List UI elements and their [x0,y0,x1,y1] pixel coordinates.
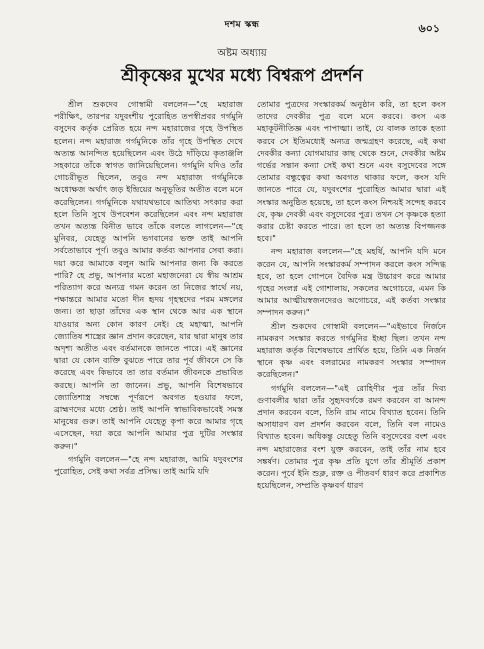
running-head: দশম স্কন্ধ [224,20,260,30]
paragraph: শ্রীল শুকদেব গোস্বামী বললেন—"এইভাবে নির্জনে নামকরণ সংস্কার করতে গর্গমুনির ইচ্ছা ছিল। তখন নন্দ মহারাজ কর্তৃক বিশেষভাবে প্রার্থিত হয়ে, তিনি এক নির্জন স্থানে কৃষ্ণ এবং বলরামের নামকরণ সংস্কার সম্পাদন করেছিলেন।" [257,320,446,380]
chapter-label: অষ্টম অধ্যায় [217,48,267,59]
right-column [257,98,446,639]
paragraph: গর্গমুনি বললেন—"হে নন্দ মহারাজ, আমি যদুবংশের পুরোহিত, সেই কথা সর্বত্র প্রসিদ্ধ। তাই আমি যদি [54,453,243,477]
paragraph: তোমার পুত্রদের সংস্কারকর্ম অনুষ্ঠান করি, তা হলে কংস তাদের দেবকীর পুত্র বলে মনে করবে। কংস এক মহাকূটনীতিজ্ঞ এবং পাপাত্মা। তাই, যে বালক তাকে হত্যা করবে সে ইতিমধ্যেই অন্যত্র জন্মগ্রহণ করেছে, এই কথা দেবকীর কন্যা যোগমায়ার কাছ থেকে শুনে, দেবকীর অষ্টম গর্ভের সন্তান কন্যা সেই কথা শুনে এবং বসুদেবের সঙ্গে তোমার বন্ধুত্বের কথা অবগত থাকার ফলে, কংস যদি জানতে পারে যে, যদুবংশের পুরোহিত আমার দ্বারা এই সংস্কার অনুষ্ঠিত হয়েছে, তা হলে কংস নিশ্চয়ই সন্দেহ করবে যে, কৃষ্ণ দেবকী এবং বসুদেবের পুত্র। তখন সে কৃষ্ণকে হত্যা করার চেষ্টা করতে পারে। তা হলে তা অত্যন্ত বিপজ্জনক হবে।" [257,99,446,244]
left-column [54,98,243,639]
paragraph: নন্দ মহারাজ বললেন—"হে মহর্ষি, আপনি যদি মনে করেন যে, আপনি সংস্কারকর্ম সম্পাদন করলে কংস সন্দিগ্ধ হবে, তা হলে গোপনে বৈদিক মন্ত্র উচ্চারণ করে আমার গৃহের সংলগ্ন এই গোশালায়, সকলের অগোচরে, এমন কি আমার আত্মীয়স্বজনদেরও অগোচরে, এই কর্তব্য সংস্কার সম্পাদন করুন।" [257,246,446,318]
text-columns [54,98,446,639]
paragraph: গর্গমুনি বললেন—"এই রোহিণীর পুত্র তাঁর দিব্য গুণাবলীর দ্বারা তাঁর সুহৃদবর্গকে রমণ করবেন বা আনন্দ প্রদান করবেন বলে, তিনি রাম নামে বিখ্যাত হবেন। তিনি অসাধারণ বল প্রদর্শন করবেন বলে, তিনি বল নামেও বিখ্যাত হবেন। অধিকন্তু যেহেতু তিনি বসুদেবের বংশ এবং নন্দ মহারাজের বংশ যুক্ত করবেন, তাই তাঁর নাম হবে সঙ্কর্ষণ। তোমার পুত্র কৃষ্ণ প্রতি যুগে তাঁর শ্রীমূর্তি প্রকাশ করেন। পূর্বে ইনি শুক্ল, রক্ত ও পীতবর্ণ ধারণ করে প্রকাশিত হয়েছিলেন, সম্প্রতি কৃষ্ণবর্ণ ধারণ [257,382,446,491]
page-number: ৬০১ [418,22,440,35]
paragraph: শ্রীল শুকদেব গোস্বামী বললেন—"হে মহারাজ পরীক্ষিৎ, তারপর যদুবংশীয় পুরোহিত তপস্বীপ্রবর গর্গমুনি বসুদেব কর্তৃক প্রেরিত হয়ে নন্দ মহারাজের গৃহে উপস্থিত হলেন। নন্দ মহারাজ গর্গমুনিকে তাঁর গৃহে উপস্থিত দেখে অত্যন্ত আনন্দিত হয়েছিলেন এবং উঠে দাঁড়িয়ে কৃতাঞ্জলি সহকারে তাঁকে স্বাগত জানিয়েছিলেন। গর্গমুনি যদিও তাঁর গোচরীভূত ছিলেন, তবুও নন্দ মহারাজ গর্গমুনিকে অধোক্ষজ অর্থাৎ জড় ইন্দ্রিয়ের অনুভূতির অতীত বলে মনে করেছিলেন। গর্গমুনিকে যথাযথভাবে আতিথ্য সৎকার করা হলে তিনি সুখে উপবেশন করেছিলেন এবং নন্দ মহারাজ তখন অত্যন্ত বিনীত ভাবে তাঁকে বলতে লাগলেন—"হে মুনিবর, যেহেতু আপনি ভগবানের ভক্ত তাই আপনি সর্বতোভাবে পূর্ণ। তবুও আমার কর্তব্য আপনার সেবা করা। দয়া করে আমাকে বলুন আমি আপনার জন্য কি করতে পারি? হে প্রভু, আপনার মতো মহাজনেরা যে স্বীয় আশ্রম পরিত্যাগ করে অন্যত্র গমন করেন তা নিজের স্বার্থে নয়, পক্ষান্তরে আমার মতো দীন হৃদয় গৃহস্থদের পরম মঙ্গলের জন্য। তা ছাড়া তাঁদের এক স্থান থেকে আর এক স্থানে যাওয়ার অন্য কোন কারণ নেই। হে মহাত্মা, আপনি জ্যোতিষ শাস্ত্রের জ্ঞান প্রদান করেছেন, যার দ্বারা মানুষ তার অদৃশ্য অতীত এবং বর্তমানকে জানতে পারে। এই জ্ঞানের দ্বারা যে কোন ব্যক্তি বুঝতে পারে তার পূর্ব জীবনে সে কি করেছে এবং কিভাবে তা তার বর্তমান জীবনকে প্রভাবিত করছে। আপনি তা জানেন। প্রভু, আপনি বিশেষভাবে জ্যোতিশাস্ত্র সম্বন্ধে পূর্ণরূপে অবগত হওয়ার ফলে, ব্রাহ্মণদের মধ্যে শ্রেষ্ঠ। তাই আপনি স্বাভাবিকভাবেই সমস্ত মানুষের গুরু। তাই আপনি যেহেতু কৃপা করে আমার গৃহে এসেছেন, দয়া করে আপনি আমার পুত্র দুটির সংস্কার করুন।" [54,99,243,451]
chapter-title: শ্রীকৃষ্ণের মুখের মধ্যে বিশ্বরূপ প্রদর্শন [121,66,363,86]
